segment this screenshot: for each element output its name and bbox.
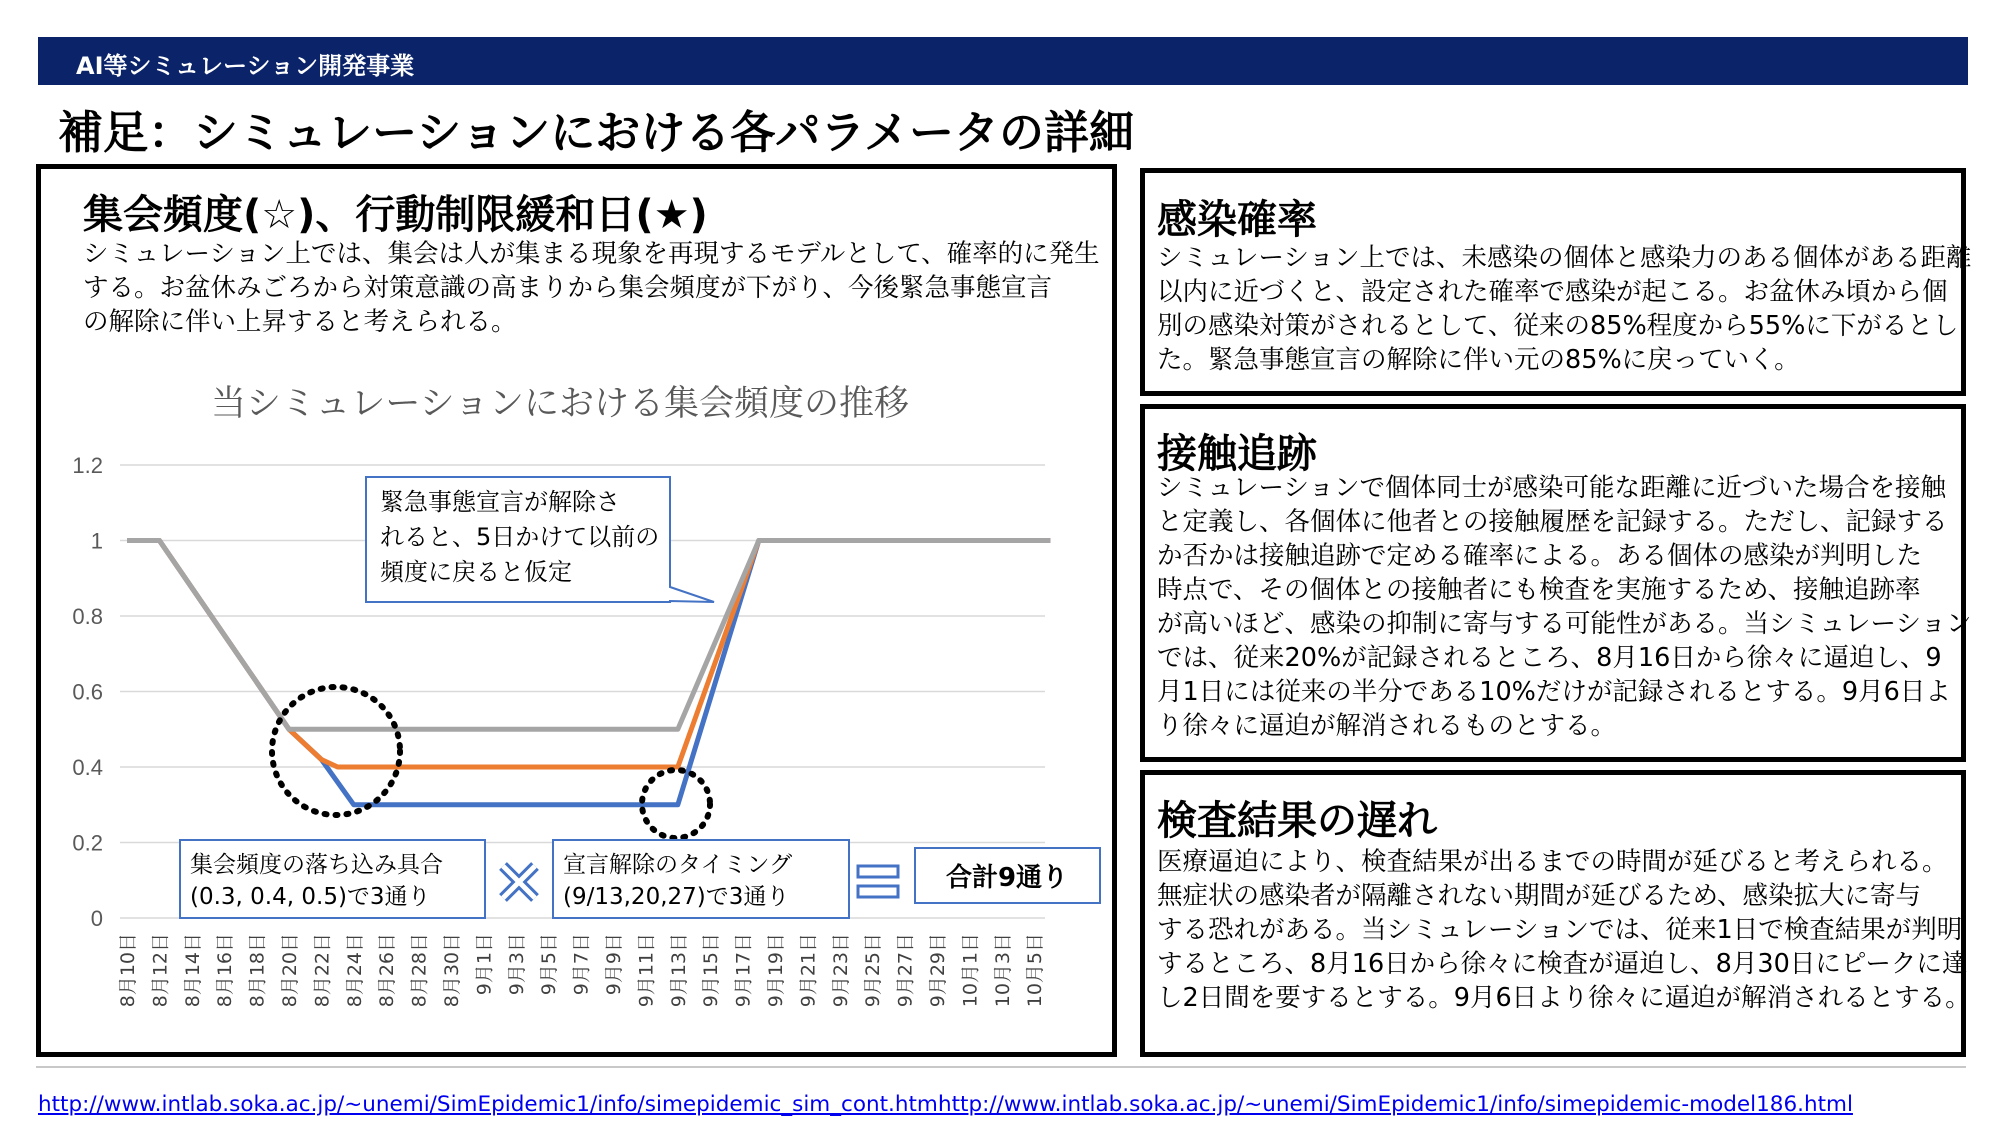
panel-line: する。お盆休みごろから対策意識の高まりから集会頻度が下がり、今後緊急事態宣言 [83, 273, 1053, 303]
contact-tracing-panel [1140, 404, 1972, 762]
panel-heading: 検査結果の遅れ [1157, 798, 1437, 844]
x-tick-label: 9月11日 [635, 933, 658, 1008]
chart-title: 当シミュレーションにおける集会頻度の推移 [211, 384, 909, 424]
panel-line: シミュレーションで個体同士が感染可能な距離に近づいた場合を接触 [1157, 473, 1946, 503]
callout-line: 緊急事態宣言が解除さ [380, 488, 620, 516]
x-tick-label: 9月5日 [538, 933, 561, 996]
total-label: 合計9通り [945, 863, 1069, 893]
x-tick-label: 9月25日 [862, 933, 885, 1008]
y-tick-label: 0 [90, 906, 103, 931]
panel-line: シミュレーション上では、集会は人が集まる現象を再現するモデルとして、確率的に発生 [83, 239, 1100, 269]
y-tick-label: 1.2 [72, 453, 103, 478]
y-tick-label: 0.4 [72, 755, 103, 780]
infection-probability-panel [1140, 168, 1972, 396]
y-tick-label: 1 [90, 528, 103, 554]
panel-line: 無症状の感染者が隔離されない期間が延びるため、感染拡大に寄与 [1157, 881, 1921, 911]
x-tick-label: 9月21日 [797, 933, 820, 1008]
drop-label-line: (0.3, 0.4, 0.5)で3通り [190, 884, 431, 910]
x-tick-label: 9月1日 [473, 933, 496, 996]
x-tick-label: 9月23日 [829, 933, 852, 1008]
panel-line: た。緊急事態宣言の解除に伴い元の85%に戻っていく。 [1157, 345, 1800, 375]
callout-line: れると、5日かけて以前の [380, 523, 660, 551]
x-tick-label: 9月9日 [603, 933, 625, 996]
footer-divider [36, 1066, 1966, 1068]
drop-highlight-circle [272, 687, 400, 815]
panel-line: 以内に近づくと、設定された確率で感染が起こる。お盆休み頃から個 [1157, 277, 1948, 307]
equals-icon [858, 866, 898, 897]
x-tick-label: 9月19日 [765, 933, 787, 1008]
x-tick-label: 9月7日 [570, 933, 593, 996]
x-tick-label: 10月1日 [959, 933, 982, 1008]
timing-label-line: 宣言解除のタイミング [563, 852, 793, 878]
x-tick-label: 8月20日 [279, 933, 301, 1008]
x-tick-label: 8月28日 [408, 933, 431, 1008]
x-tick-label: 9月27日 [894, 933, 917, 1008]
reference-link-sim-cont[interactable]: http://www.intlab.soka.ac.jp/~unemi/SimEpidemic1/info/simepidemic_sim_cont.html [38, 1092, 944, 1117]
x-tick-label: 8月12日 [149, 933, 172, 1008]
x-tick-label: 9月3日 [505, 933, 528, 996]
x-tick-label: 10月5日 [1024, 933, 1047, 1008]
test-result-delay-panel [1140, 770, 1971, 1057]
panel-line: の解除に伴い上昇すると考えられる。 [83, 307, 517, 337]
x-tick-label: 8月30日 [441, 933, 463, 1008]
panel-heading: 接触追跡 [1157, 431, 1317, 477]
x-tick-label: 9月13日 [667, 933, 690, 1008]
panel-line: では、従来20%が記録されるところ、8月16日から徐々に逼迫し、9 [1157, 643, 1942, 673]
panel-line: するところ、8月16日から徐々に検査が逼迫し、8月30日にピークに達 [1157, 949, 1968, 979]
x-tick-label: 9月15日 [700, 933, 723, 1008]
x-tick-label: 8月26日 [376, 933, 399, 1008]
y-tick-label: 0.2 [72, 830, 103, 856]
x-tick-label: 10月3日 [991, 933, 1014, 1008]
panel-line: が高いほど、感染の抑制に寄与する可能性がある。当シミュレーション [1157, 609, 1972, 639]
callout-line: 頻度に戻ると仮定 [380, 558, 572, 586]
x-tick-label: 8月16日 [214, 933, 237, 1008]
reference-link-model186[interactable]: http://www.intlab.soka.ac.jp/~unemi/SimEpidemic1/info/simepidemic-model186.html [938, 1092, 1853, 1117]
panel-line: 時点で、その個体との接触者にも検査を実施するため、接触追跡率 [1157, 575, 1921, 605]
x-tick-label: 8月10日 [117, 933, 139, 1008]
x-tick-label: 9月29日 [927, 933, 949, 1008]
panel-line: し2日間を要するとする。9月6日より徐々に逼迫が解消されるとする。 [1157, 983, 1971, 1013]
x-tick-label: 8月14日 [181, 933, 204, 1008]
panel-heading: 感染確率 [1157, 197, 1317, 243]
panel-line: り徐々に逼迫が解消されるものとする。 [1157, 711, 1617, 741]
x-tick-label: 8月22日 [311, 933, 334, 1008]
section-label: AI等シミュレーション開発事業 [76, 52, 415, 80]
page-title: 補足：シミュレーションにおける各パラメータの詳細 [58, 106, 1134, 159]
panel-line: する恐れがある。当シミュレーションでは、従来1日で検査結果が判明 [1157, 915, 1963, 945]
panel-line: 月1日には従来の半分である10%だけが記録されるとする。9月6日よ [1157, 677, 1951, 707]
y-tick-label: 0.8 [72, 604, 103, 629]
x-tick-label: 8月18日 [246, 933, 269, 1008]
panel-line: か否かは接触追跡で定める確率による。ある個体の感染が判明した [1157, 541, 1923, 571]
panel-line: 別の感染対策がされるとして、従来の85%程度から55%に下がるとし [1157, 311, 1959, 341]
x-tick-label: 9月17日 [732, 933, 755, 1008]
panel-line: と定義し、各個体に他者との接触履歴を記録する。ただし、記録する [1157, 507, 1948, 537]
panel-line: シミュレーション上では、未感染の個体と感染力のある個体がある距離 [1157, 243, 1972, 273]
x-tick-label: 8月24日 [343, 933, 366, 1008]
multiply-icon [503, 866, 535, 898]
panel-heading: 集会頻度(☆)、行動制限緩和日(★) [83, 192, 708, 238]
timing-label-line: (9/13,20,27)で3通り [563, 884, 790, 910]
y-tick-label: 0.6 [72, 679, 103, 705]
drop-label-line: 集会頻度の落ち込み具合 [190, 852, 443, 878]
panel-line: 医療逼迫により、検査結果が出るまでの時間が延びると考えられる。 [1157, 847, 1948, 877]
